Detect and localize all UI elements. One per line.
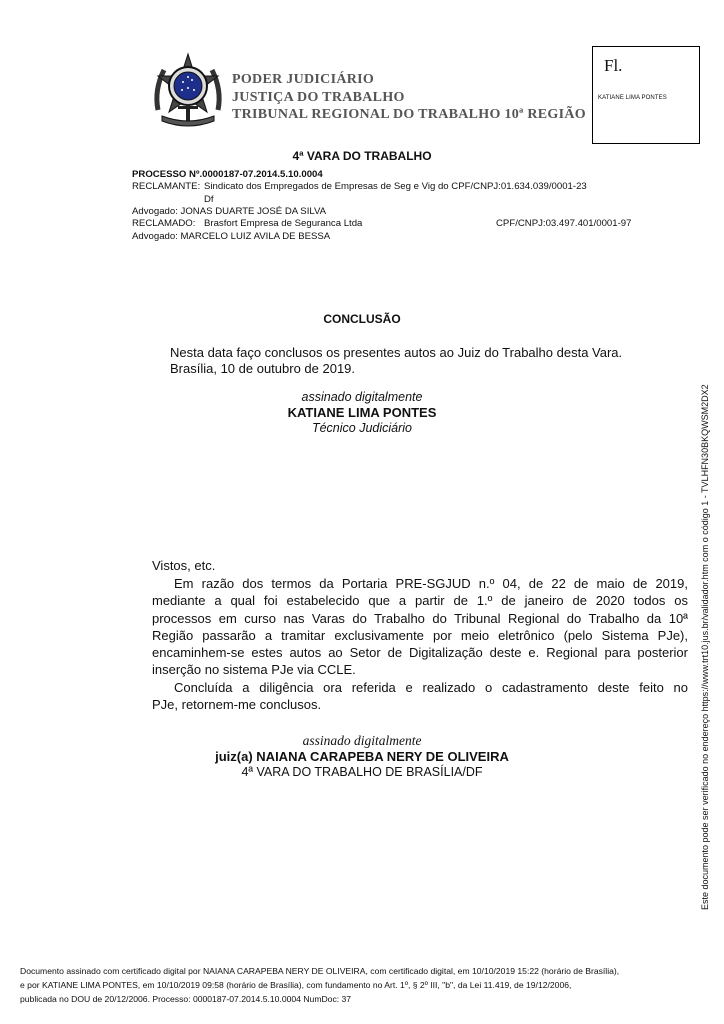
- paragraph-line: PJe, retornem-me conclusos.: [152, 697, 322, 713]
- conclusao-signed-note: assinado digitalmente: [301, 390, 423, 404]
- paragraph-line: Região passarão a tramitar exclusivamente por meio eletrônico (pelo Sistema PJe),: [152, 627, 688, 643]
- despacho-paragraph-2: [152, 679, 688, 714]
- paragraph-line: Em razão dos termos da Portaria PRE-SGJUD n.º 04, de 22 de maio de 2019,: [174, 576, 688, 591]
- conclusao-title: CONCLUSÃO: [323, 312, 401, 326]
- paragraph-line: processos em curso nas Varas do Trabalho do Tribunal Regional do Trabalho da 10ª: [152, 610, 688, 626]
- footer-line-2: e por KATIANE LIMA PONTES, em 10/10/2019 09:58 (horário de Brasília), com fundamento no Art. 1º, § 2º III, "b", da Lei 11.419, de 19/12/2006,: [20, 980, 572, 990]
- paragraph-line: encaminhem-se estes autos ao Setor de Digitalização deste e. Regional para posterior: [152, 645, 688, 661]
- paragraph-line: mediante a qual foi estabelecido que a partir de 1.º de janeiro de 2020 todos os: [152, 593, 688, 609]
- judge-name: juiz(a) NAIANA CARAPEBA NERY DE OLIVEIRA: [215, 749, 509, 764]
- despacho-paragraph-1: [152, 575, 688, 679]
- reclamante-label: RECLAMANTE:: [132, 181, 201, 192]
- reclamado-label: RECLAMADO:: [132, 218, 196, 229]
- header-branch: PODER JUDICIÁRIO: [232, 72, 375, 87]
- conclusao-signer-name: KATIANE LIMA PONTES: [287, 405, 437, 420]
- advogado-reclamado: Advogado: MARCELO LUIZ AVILA DE BESSA: [132, 231, 331, 242]
- despacho-opening: Vistos, etc.: [152, 558, 216, 573]
- judge-court: 4ª VARA DO TRABALHO DE BRASÍLIA/DF: [241, 765, 483, 779]
- paragraph-line: Concluída a diligência ora referida e realizado o cadastramento deste feito no: [174, 680, 688, 695]
- conclusao-signer-role: Técnico Judiciário: [311, 421, 413, 435]
- header-court: JUSTIÇA DO TRABALHO: [232, 90, 405, 105]
- reclamante-continuation: Df: [204, 194, 214, 205]
- process-number: PROCESSO Nº.0000187-07.2014.5.10.0004: [132, 169, 323, 180]
- reclamado-cnpj: CPF/CNPJ:03.497.401/0001-97: [496, 218, 632, 229]
- paragraph-line: inserção no sistema PJe via CCLE.: [152, 662, 356, 678]
- reclamante-value: Sindicato dos Empregados de Empresas de Seg e Vig do CPF/CNPJ:01.634.039/0001-23: [204, 181, 587, 192]
- judge-signed-note: assinado digitalmente: [302, 733, 422, 748]
- header-tribunal: TRIBUNAL REGIONAL DO TRABALHO 10ª REGIÃO: [232, 107, 586, 122]
- footer-line-3: publicada no DOU de 20/12/2006. Processo: 0000187-07.2014.5.10.0004 NumDoc: 37: [20, 994, 352, 1004]
- footer-line-1: Documento assinado com certificado digital por NAIANA CARAPEBA NERY DE OLIVEIRA, com certificado digital, em 10/10/2019 15:22 (horário de Brasília),: [20, 966, 620, 976]
- conclusao-date: Brasília, 10 de outubro de 2019.: [170, 361, 356, 376]
- verification-note: Este documento pode ser verificado no endereço https://www.trt10.jus.br/validador.htm com o código 1 - TVLHFN30BKQWSM2DX2: [700, 384, 710, 910]
- conclusao-text: Nesta data faço conclusos os presentes autos ao Juiz do Trabalho desta Vara.: [170, 345, 623, 360]
- folio-signer: KATIANE LIMA PONTES: [598, 95, 667, 101]
- reclamado-value: Brasfort Empresa de Seguranca Ltda: [204, 218, 363, 229]
- folio-label: Fl.: [604, 56, 623, 75]
- coat-of-arms-emblem: [148, 50, 228, 130]
- vara-title: 4ª VARA DO TRABALHO: [292, 149, 432, 163]
- advogado-reclamante: Advogado: JONAS DUARTE JOSÉ DA SILVA: [132, 206, 327, 217]
